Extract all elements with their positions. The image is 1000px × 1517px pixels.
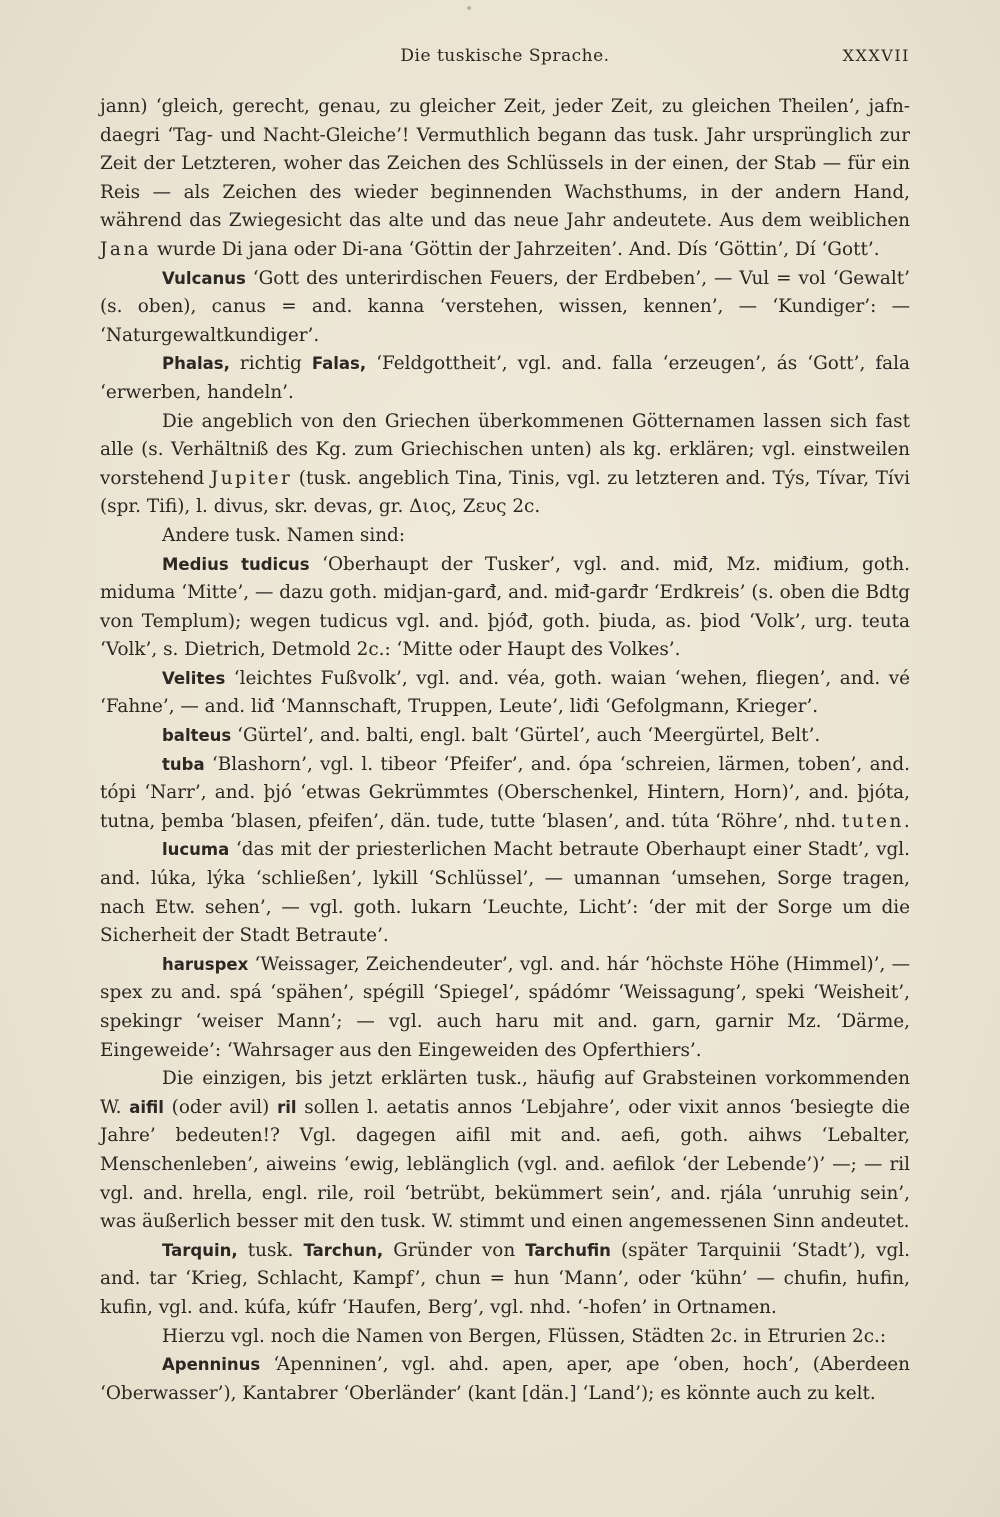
paragraph (100, 551, 910, 665)
paragraph (100, 1065, 910, 1237)
spaced-word: Jupiter (210, 467, 293, 489)
text-run: Die einzigen, bis jetzt erklärten tusk., häufig auf Grabsteinen vorkommenden W. (100, 1068, 910, 1118)
paragraph (100, 951, 910, 1065)
text-run: Hierzu vgl. noch die Namen von Bergen, Flüssen, Städten 2c. in Etrurien 2c.: (162, 1325, 887, 1347)
text-run: ‘das mit der priesterlichen Macht betraute Oberhaupt einer Stadt’, vgl. and. lúka, lýka ‘schließen’, lykill ‘Schlüssel’, — umannan ‘umsehen, Sorge tragen, nach Etw. sehen’, — vgl. goth. lukarn ‘Leuchte, Licht’: ‘der mit der Sorge um die Sicherheit der Stadt Betraute’. (100, 839, 910, 947)
headword: Falas, (311, 354, 367, 374)
headword: Vulcanus (162, 268, 246, 288)
text-run: (oder avil) (163, 1096, 278, 1118)
running-header (100, 46, 910, 74)
text-run: ‘Weissager, Zeichendeuter’, vgl. and. hár ‘höchste Höhe (Himmel)’, — spex zu and. spá ‘spähen’, spégill ‘Spiegel’, spádómr ‘Weissagung’, speki ‘Weisheit’, spekingr ‘weiser Mann’; — vgl. auch haru mit and. garn, garnir Mz. ‘Därme, Eingeweide’: ‘Wahrsager aus den Eingeweiden des Opferthiers’. (100, 953, 910, 1061)
headword: Medius tudicus (162, 554, 310, 574)
text-run: ‘Gürtel’, and. balti, engl. balt ‘Gürtel’, auch ‘Meergürtel, Belt’. (231, 725, 821, 747)
paragraph (100, 522, 910, 551)
running-title: Die tuskische Sprache. (400, 46, 610, 66)
text-run: Andere tusk. Namen sind: (162, 524, 406, 546)
headword: tuba (162, 754, 205, 774)
headword: Apenninus (162, 1355, 261, 1375)
headword: haruspex (162, 954, 249, 974)
paragraph (100, 350, 910, 407)
text-run: ‘Feldgottheit’, vgl. and. falla ‘erzeugen’, ás ‘Gott’, fala ‘erwerben, handeln’. (100, 353, 910, 403)
spaced-word: tuten (842, 810, 904, 832)
paragraph (100, 93, 910, 265)
headword: Tarquin, (162, 1240, 238, 1260)
spaced-word: Jana (100, 238, 152, 260)
paragraph (100, 722, 910, 751)
text-run: tusk. (237, 1239, 304, 1261)
text-run: ‘Oberhaupt der Tusker’, vgl. and. miđ, Mz. miđium, goth. miduma ‘Mitte’, — dazu goth. midjan-garđ, and. miđ-garđr ‘Erdkreis’ (s. oben die Bdtg von Templum); wegen tudicus vgl. and. þjóđ, goth. þiuda, as. þiod ‘Volk’, urg. teuta ‘Volk’, s. Dietrich, Detmold 2c.: ‘Mitte oder Haupt des Volkes’. (100, 553, 910, 661)
paragraph (100, 665, 910, 722)
paragraph (100, 408, 910, 522)
text-run: ‘leichtes Fußvolk’, vgl. and. véa, goth. waian ‘wehen, fliegen’, and. vé ‘Fahne’, — and. liđ ‘Mannschaft, Truppen, Leute’, liđi ‘Gefolgmann, Krieger’. (100, 667, 910, 718)
text-run: sollen l. aetatis annos ‘Lebjahre’, oder vixit annos ‘besiegte die Jahre’ bedeuten!? Vgl. dagegen aifil mit and. aefi, goth. aihws ‘Lebalter, Menschenleben’, aiweins ‘ewig, leblänglich (vgl. and. aefilok ‘der Lebende’)’ —; — ril vgl. and. hrella, engl. rile, roil ‘betrübt, bekümmert sein’, and. rjála ‘unruhig sein’, was äußerlich besser mit den tusk. W. stimmt und einen angemessenen Sinn andeutet. (100, 1096, 910, 1233)
paragraph (100, 836, 910, 950)
paragraph (100, 265, 910, 351)
paragraph (100, 751, 910, 837)
headword: balteus (162, 726, 232, 746)
text-run: (später Tarquinii ‘Stadt’), vgl. and. tar ‘Krieg, Schlacht, Kampf’, chun = hun ‘Mann’, oder ‘kühn’ — chufin, hufin, kufin, vgl. and. kúfa, kúfr ‘Haufen, Berg’, vgl. nhd. ‘-hofen’ in Ortnamen. (100, 1239, 911, 1318)
headword: Phalas, (162, 354, 230, 374)
paragraph (100, 1323, 910, 1352)
headword: Velites (162, 668, 226, 688)
page-number: XXXVII (842, 46, 910, 65)
body-text (100, 93, 910, 1408)
text-run: jann) ‘gleich, gerecht, genau, zu gleicher Zeit, jeder Zeit, zu gleichen Theilen’, jafn-daegri ‘Tag- und Nacht-Gleiche’! Vermuthlich begann das tusk. Jahr ursprünglich zur Zeit der Letzteren, woher das Zeichen des Schlüssels in der einen, der Stab — für ein Reis — als Zeichen des wieder beginnenden Wachsthums, in der andern Hand, während das Zwiegesicht das alte und das neue Jahr andeutete. Aus dem weiblichen (100, 96, 910, 232)
text-run: (tusk. angeblich Tina, Tinis, vgl. zu letzteren and. Týs, Tívar, Tívi (spr. Tifi), l. divus, skr. devas, gr. Διος, Ζευς 2c. (100, 467, 910, 518)
text-run: . (903, 810, 910, 832)
paragraph (100, 1351, 910, 1408)
text-run: ‘Apenninen’, vgl. ahd. apen, aper, ape ‘oben, hoch’, (Aberdeen ‘Oberwasser’), Kantabrer ‘Oberländer’ (kant [dän.] ‘Land’); es könnte auch zu kelt. (100, 1354, 910, 1404)
text-run: Die angeblich von den Griechen überkommenen Götternamen lassen sich fast alle (s. Verhältniß des Kg. zum Griechischen unten) als kg. erklären; vgl. einstweilen vorstehend (100, 410, 910, 489)
headword: Tarchufin (525, 1240, 611, 1260)
headword: aifil (129, 1097, 164, 1117)
headword: ril (277, 1097, 297, 1117)
page-speck (467, 6, 471, 10)
text-run: richtig (229, 353, 312, 375)
text-run: ‘Blashorn’, vgl. l. tibeor ‘Pfeifer’, and. ópa ‘schreien, lärmen, toben’, and. tópi ‘Narr’, and. þjó ‘etwas Gekrümmtes (Oberschenkel, Hintern, Horn)’, and. þjóta, tutna, þemba ‘blasen, pfeifen’, dän. tude, tutte ‘blasen’, and. túta ‘Röhre’, nhd. (100, 753, 910, 832)
paragraph (100, 1237, 910, 1323)
headword: lucuma (162, 840, 230, 860)
text-run: wurde Di jana oder Di-ana ‘Göttin der Jahrzeiten’. And. Dís ‘Göttin’, Dí ‘Gott’. (151, 238, 880, 260)
text-run: ‘Gott des unterirdischen Feuers, der Erdbeben’, — Vul = vol ‘Gewalt’ (s. oben), canus = and. kanna ‘verstehen, wissen, kennen’, — ‘Kundiger’: — ‘Naturgewaltkundiger’. (100, 267, 910, 346)
headword: Tarchun, (303, 1240, 384, 1260)
text-run: Gründer von (383, 1239, 526, 1261)
